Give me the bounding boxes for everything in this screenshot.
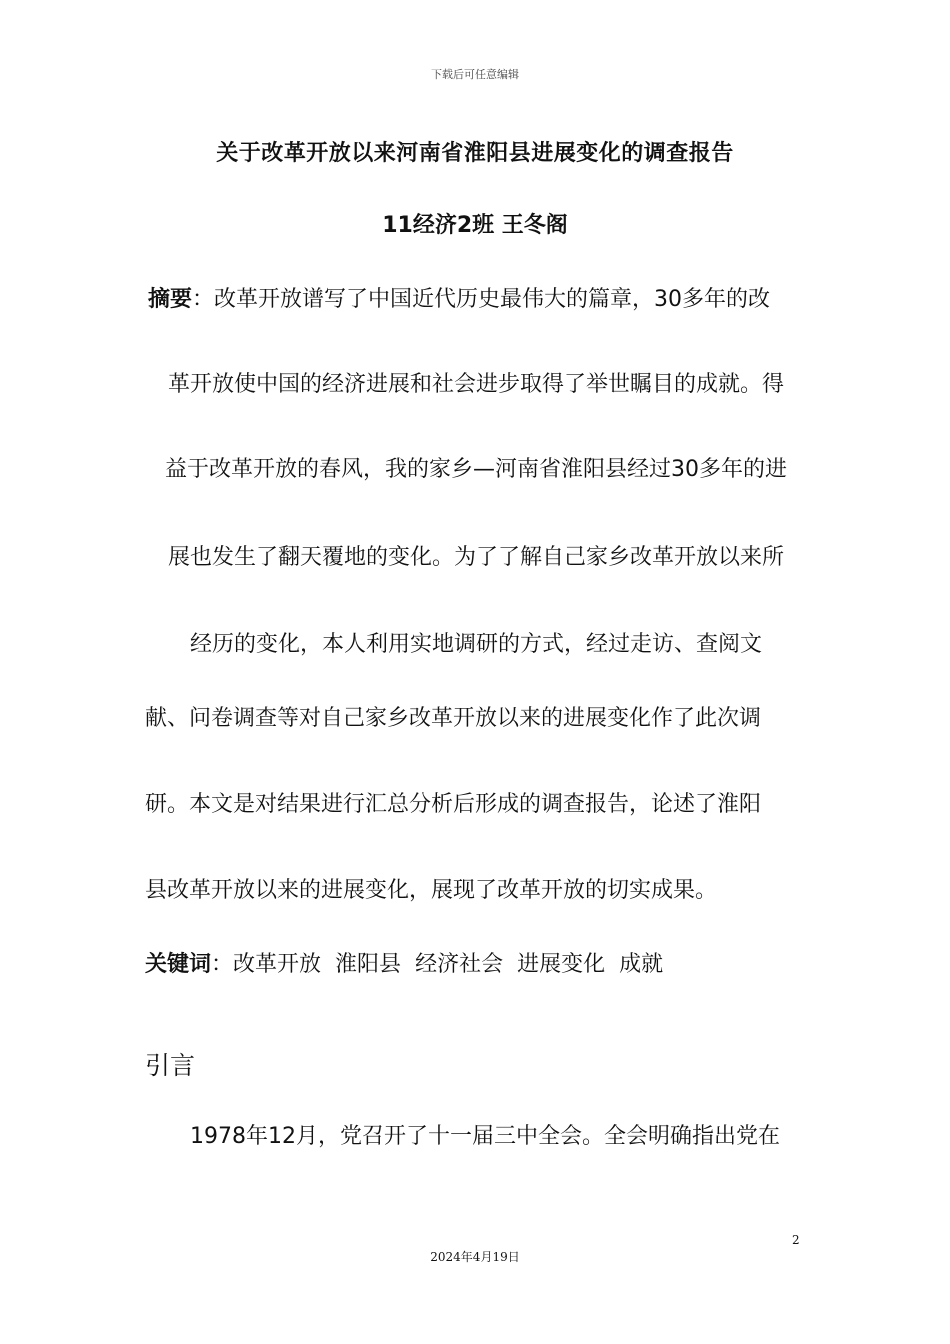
- keyword-item: 经济社会: [415, 952, 504, 977]
- keyword-item: 进展变化: [517, 952, 606, 977]
- abstract-line-5: 经历的变化，本人利用实地调研的方式，经过走访、查阅文: [189, 632, 762, 657]
- intro-line-1: 1978年12月，党召开了十一届三中全会。全会明确指出党在: [190, 1124, 780, 1149]
- keyword-item: 改革开放: [233, 952, 322, 977]
- keyword-item: 成就: [619, 952, 664, 977]
- abstract-colon: ：: [192, 287, 215, 312]
- abstract-line-8: 县改革开放以来的进展变化，展现了改革开放的切实成果。: [145, 878, 718, 903]
- abstract-line-7: 研。本文是对结果进行汇总分析后形成的调查报告，论述了淮阳: [145, 792, 762, 817]
- section-heading-intro: 引言: [145, 1051, 196, 1080]
- header-note: 下载后可任意编辑: [431, 68, 519, 81]
- keywords-label: 关键词: [145, 952, 212, 977]
- abstract-line-1: [145, 285, 810, 315]
- page-number: 2: [792, 1233, 800, 1247]
- keywords-colon: ：: [211, 952, 234, 977]
- abstract-line-3: 益于改革开放的春风，我的家乡—河南省淮阳县经过30多年的进: [165, 457, 787, 482]
- keywords-line: [145, 950, 807, 980]
- abstract-label: 摘要: [148, 287, 193, 312]
- abstract-text-1: 改革开放谱写了中国近代历史最伟大的篇章，30多年的改: [214, 287, 771, 312]
- abstract-line-4: 展也发生了翻天覆地的变化。为了了解自己家乡改革开放以来所: [167, 545, 784, 570]
- keyword-item: 淮阳县: [335, 952, 402, 977]
- abstract-line-2: 革开放使中国的经济进展和社会进步取得了举世瞩目的成就。得: [167, 372, 784, 397]
- author-line: 11经济2班 王冬阁: [382, 213, 568, 238]
- document-title: 关于改革开放以来河南省淮阳县进展变化的调查报告: [216, 141, 734, 166]
- abstract-line-6: 献、问卷调查等对自己家乡改革开放以来的进展变化作了此次调: [145, 706, 762, 731]
- footer-date: 2024年4月19日: [430, 1250, 520, 1264]
